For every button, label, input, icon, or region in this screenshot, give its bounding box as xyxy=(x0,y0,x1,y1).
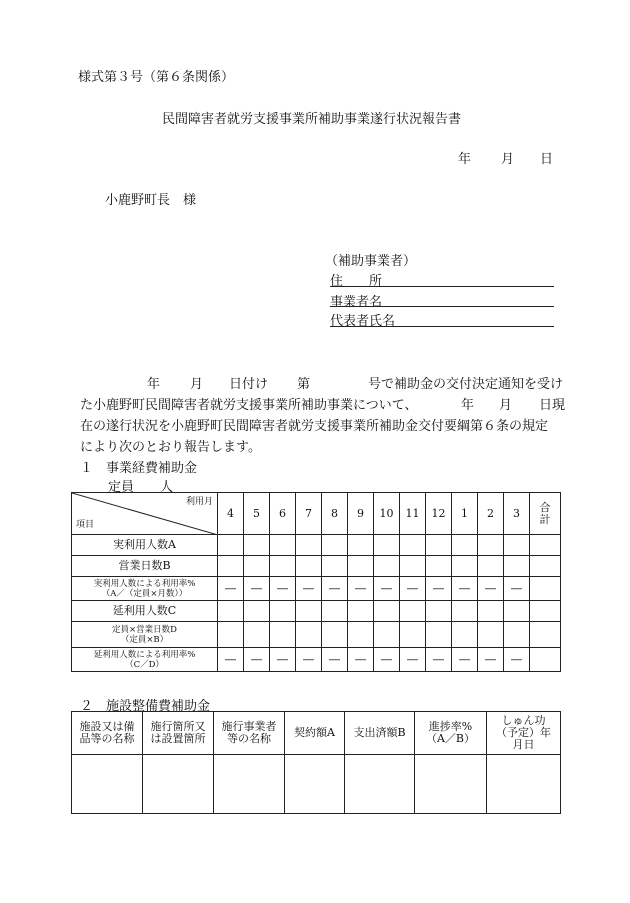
header-corner-cell xyxy=(72,493,218,535)
addressee: 小鹿野町長 様 xyxy=(105,193,197,208)
data-cell[interactable] xyxy=(218,535,244,556)
data-cell[interactable] xyxy=(322,535,348,556)
data-cell[interactable] xyxy=(374,556,400,577)
data-cell[interactable] xyxy=(244,556,270,577)
data-cell[interactable] xyxy=(452,601,478,622)
data-cell[interactable]: ― xyxy=(478,577,504,601)
address-field[interactable] xyxy=(330,286,554,287)
column-header xyxy=(285,712,345,755)
data-cell[interactable] xyxy=(504,556,530,577)
table-row xyxy=(72,755,561,814)
data-cell[interactable] xyxy=(478,622,504,648)
month-header: 10 xyxy=(374,493,400,535)
table-row xyxy=(72,535,561,556)
total-cell[interactable] xyxy=(530,622,561,648)
data-cell[interactable]: ― xyxy=(400,648,426,672)
row-label-main: 延利用人数C xyxy=(112,604,177,617)
body-number-prefix: 第 xyxy=(297,377,311,392)
data-cell[interactable] xyxy=(452,535,478,556)
total-cell[interactable] xyxy=(530,648,561,672)
data-cell[interactable]: ― xyxy=(322,577,348,601)
month-header: 1 xyxy=(452,493,478,535)
data-cell[interactable] xyxy=(348,601,374,622)
column-header-line: 施行箇所又 xyxy=(150,720,206,733)
column-header xyxy=(415,712,487,755)
date-year: 年 xyxy=(458,152,472,167)
data-cell[interactable] xyxy=(218,601,244,622)
data-cell[interactable] xyxy=(296,535,322,556)
total-cell[interactable] xyxy=(530,556,561,577)
month-header: 9 xyxy=(348,493,374,535)
data-cell[interactable] xyxy=(504,535,530,556)
data-cell[interactable]: ― xyxy=(374,648,400,672)
month-header: 3 xyxy=(504,493,530,535)
data-cell[interactable] xyxy=(214,755,285,814)
row-label xyxy=(72,601,218,622)
header-top-label: 利用月 xyxy=(185,497,213,507)
data-cell[interactable]: ― xyxy=(296,577,322,601)
body-year: 年 xyxy=(147,377,161,392)
data-cell[interactable]: ― xyxy=(348,648,374,672)
data-cell[interactable] xyxy=(426,556,452,577)
data-cell[interactable]: ― xyxy=(452,648,478,672)
data-cell[interactable] xyxy=(348,622,374,648)
data-cell[interactable] xyxy=(270,601,296,622)
data-cell[interactable] xyxy=(452,556,478,577)
row-label xyxy=(72,622,218,648)
body-line4: により次のとおり報告します。 xyxy=(80,440,261,455)
data-cell[interactable] xyxy=(270,622,296,648)
body-day-dated: 日付け xyxy=(229,377,269,392)
data-cell[interactable]: ― xyxy=(270,577,296,601)
row-label xyxy=(72,577,218,601)
data-cell[interactable] xyxy=(218,622,244,648)
data-cell[interactable] xyxy=(218,556,244,577)
applicant-header: （補助事業者） xyxy=(325,254,417,269)
total-cell[interactable] xyxy=(530,577,561,601)
row-label-sub: （定員×B） xyxy=(120,634,169,645)
body-line2-month: 月 xyxy=(499,398,513,413)
data-cell[interactable]: ― xyxy=(218,648,244,672)
row-label-main: 定員×営業日数D xyxy=(112,624,177,635)
data-cell[interactable] xyxy=(400,556,426,577)
body-line1-end: 号で補助金の交付決定通知を受け xyxy=(368,377,564,392)
data-cell[interactable] xyxy=(400,622,426,648)
column-header-line: 支出済額B xyxy=(353,726,406,739)
data-cell[interactable] xyxy=(374,622,400,648)
data-cell[interactable] xyxy=(415,755,487,814)
date-day: 日 xyxy=(540,152,554,167)
row-label-sub: （A／（定員×月数）） xyxy=(101,588,188,599)
header-bottom-label: 項目 xyxy=(76,520,95,530)
data-cell[interactable] xyxy=(345,755,415,814)
business-label: 事業者名 xyxy=(330,295,383,310)
month-header: 4 xyxy=(218,493,244,535)
column-header xyxy=(345,712,415,755)
column-header-line: 等の名称 xyxy=(227,732,271,745)
data-cell[interactable]: ― xyxy=(426,648,452,672)
data-cell[interactable] xyxy=(487,755,561,814)
data-cell[interactable] xyxy=(322,556,348,577)
column-header-line: 進捗率% xyxy=(428,720,473,733)
data-cell[interactable] xyxy=(296,601,322,622)
data-cell[interactable]: ― xyxy=(322,648,348,672)
data-cell[interactable] xyxy=(504,622,530,648)
month-header: 2 xyxy=(478,493,504,535)
data-cell[interactable] xyxy=(504,601,530,622)
data-cell[interactable] xyxy=(452,622,478,648)
data-cell[interactable] xyxy=(296,622,322,648)
data-cell[interactable] xyxy=(244,622,270,648)
row-label xyxy=(72,556,218,577)
row-label-main: 実利用人数A xyxy=(113,538,176,551)
address-label: 住 所 xyxy=(330,274,383,289)
data-cell[interactable]: ― xyxy=(478,648,504,672)
data-cell[interactable] xyxy=(478,556,504,577)
facility-cost-table xyxy=(71,711,561,814)
data-cell[interactable]: ― xyxy=(504,648,530,672)
body-line2-year: 年 xyxy=(461,398,475,413)
data-cell[interactable] xyxy=(374,535,400,556)
data-cell[interactable] xyxy=(374,601,400,622)
representative-label: 代表者氏名 xyxy=(330,314,396,329)
column-header-line: （A／B） xyxy=(425,732,476,745)
data-cell[interactable] xyxy=(143,755,214,814)
document-title: 民間障害者就労支援事業所補助事業遂行状況報告書 xyxy=(162,112,462,127)
data-cell[interactable]: ― xyxy=(374,577,400,601)
data-cell[interactable] xyxy=(400,535,426,556)
capacity-unit: 人 xyxy=(160,480,174,495)
row-label-main: 営業日数B xyxy=(118,559,171,572)
data-cell[interactable] xyxy=(322,622,348,648)
section1-heading: １ 事業経費補助金 xyxy=(80,461,198,476)
table-row xyxy=(72,601,561,622)
data-cell[interactable]: ― xyxy=(400,577,426,601)
row-label xyxy=(72,648,218,672)
data-cell[interactable] xyxy=(400,601,426,622)
row-label-sub: （C／D） xyxy=(125,659,164,670)
business-name-field[interactable] xyxy=(330,306,554,307)
column-header-line: は設置箇所 xyxy=(150,732,206,745)
data-cell[interactable]: ― xyxy=(504,577,530,601)
row-label-main: 延利用人数による利用率% xyxy=(93,649,196,660)
column-header xyxy=(143,712,214,755)
row-label-main: 実利用人数による利用率% xyxy=(93,578,196,589)
capacity-label: 定員 xyxy=(108,480,135,495)
form-number: 様式第３号（第６条関係） xyxy=(78,70,235,85)
data-cell[interactable] xyxy=(478,601,504,622)
data-cell[interactable]: ― xyxy=(218,577,244,601)
column-header-line: 契約額A xyxy=(294,726,335,739)
data-cell[interactable]: ― xyxy=(244,577,270,601)
data-cell[interactable] xyxy=(348,535,374,556)
column-header xyxy=(487,712,561,755)
data-cell[interactable] xyxy=(244,601,270,622)
data-cell[interactable] xyxy=(72,755,143,814)
table-row xyxy=(72,577,561,601)
data-cell[interactable] xyxy=(244,535,270,556)
body-line2-end: 日現 xyxy=(539,398,566,413)
body-line2-start: た小鹿野町民間障害者就労支援事業所補助事業について、 xyxy=(80,398,418,413)
data-cell[interactable]: ― xyxy=(270,648,296,672)
date-month: 月 xyxy=(501,152,515,167)
operating-cost-table xyxy=(71,492,561,672)
month-header: 5 xyxy=(244,493,270,535)
data-cell[interactable] xyxy=(478,535,504,556)
total-cell[interactable] xyxy=(530,601,561,622)
data-cell[interactable]: ― xyxy=(296,648,322,672)
column-header xyxy=(214,712,285,755)
data-cell[interactable] xyxy=(270,535,296,556)
data-cell[interactable] xyxy=(426,622,452,648)
data-cell[interactable]: ― xyxy=(348,577,374,601)
data-cell[interactable] xyxy=(322,601,348,622)
column-header-line: 施行事業者 xyxy=(221,720,277,733)
month-header: 12 xyxy=(426,493,452,535)
column-header xyxy=(72,712,143,755)
data-cell[interactable]: ― xyxy=(426,577,452,601)
data-cell[interactable] xyxy=(426,601,452,622)
table-row xyxy=(72,556,561,577)
column-header-line: 施設又は備 xyxy=(79,720,135,733)
section2-heading: ２ 施設整備費補助金 xyxy=(80,699,211,714)
month-header: 8 xyxy=(322,493,348,535)
table-row xyxy=(72,622,561,648)
column-header-line: （予定）年 xyxy=(496,726,551,739)
column-header-line: しゅん功 xyxy=(501,714,546,727)
data-cell[interactable] xyxy=(285,755,345,814)
data-cell[interactable] xyxy=(348,556,374,577)
representative-field[interactable] xyxy=(330,326,554,327)
table-row xyxy=(72,648,561,672)
data-cell[interactable] xyxy=(296,556,322,577)
month-header: 7 xyxy=(296,493,322,535)
month-header: 6 xyxy=(270,493,296,535)
column-header-line: 月日 xyxy=(512,738,535,751)
column-header-line: 品等の名称 xyxy=(79,732,135,745)
table-header-row xyxy=(72,493,561,535)
data-cell[interactable] xyxy=(270,556,296,577)
total-header: 合計 xyxy=(530,493,561,535)
body-month: 月 xyxy=(190,377,204,392)
total-cell[interactable] xyxy=(530,535,561,556)
month-header: 11 xyxy=(400,493,426,535)
data-cell[interactable]: ― xyxy=(244,648,270,672)
data-cell[interactable]: ― xyxy=(452,577,478,601)
data-cell[interactable] xyxy=(426,535,452,556)
table-header-row xyxy=(72,712,561,755)
body-line3: 在の遂行状況を小鹿野町民間障害者就労支援事業所補助金交付要綱第６条の規定 xyxy=(80,419,549,434)
row-label xyxy=(72,535,218,556)
